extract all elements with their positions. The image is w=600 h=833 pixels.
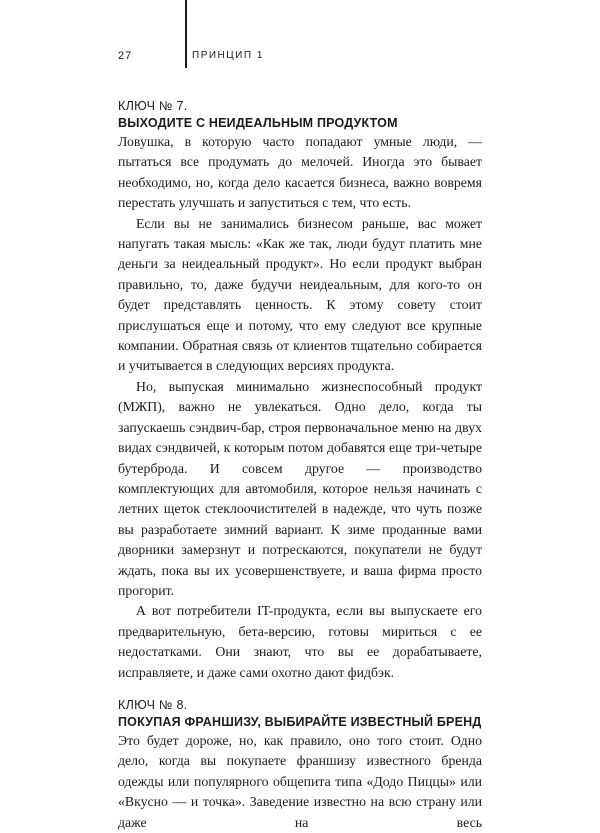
key-section-7 xyxy=(118,98,482,683)
key-label: КЛЮЧ № 7. xyxy=(118,99,188,113)
running-title: ПРИНЦИП 1 xyxy=(192,50,264,61)
page-number: 27 xyxy=(118,50,133,62)
paragraph: Если вы не занимались бизнесом раньше, вас может напугать такая мысль: «Как же так, люди будут платить мне деньги за неидеальный продукт». Но если продукт выбран правильно, то, даже будучи неидеальным, для кого-то он будет представлять ценность. К этому совету стоит прислушаться еще и потому, что ему следуют все крупные компании. Обратная связь от клиентов тщательно собирается и учитывается в следующих версиях продукта. xyxy=(118,215,482,374)
key-section-8 xyxy=(118,697,482,833)
page-body xyxy=(118,98,482,833)
page-header xyxy=(118,50,498,66)
paragraph: Ловушка, в которую часто попадают умные люди, — пытаться все продумать до мелочей. Иногда это бывает необходимо, но, когда дело касается бизнеса, важно вовремя перестать улучшать и запуститься с тем, что есть. xyxy=(118,134,482,211)
key-label: КЛЮЧ № 8. xyxy=(118,697,188,712)
key-heading: ВЫХОДИТЕ С НЕИДЕАЛЬНЫМ ПРОДУКТОМ xyxy=(118,116,398,130)
paragraph: Но, выпуская минимально жизнеспособный продукт (МЖП), важно не увлекаться. Одно дело, когда ты запускаешь сэндвич-бар, строя первоначальное меню на двух видах сэндвичей, к которым потом добавятся еще три-четыре бутерброда. И совсем другое — производство комплектующих для автомобиля, которое нельзя начинать с летних щеток стеклоочистителей в надежде, что чуть позже вы разработаете зимний вариант. К зиме проданные вами дворники замерзнут и потрескаются, покупатели не будут ждать, пока вы их усовершенствуете, и ваша фирма просто прогорит. xyxy=(118,378,482,598)
paragraph: Это будет дороже, но, как правило, оно того стоит. Одно дело, когда вы покупаете франшизу известного бренда одежды или популярного общепита типа «Додо Пиццы» или «Вкусно — и точка». Заведение известно на всю страну или даже на весь xyxy=(118,732,482,830)
paragraph: А вот потребители IT-продукта, если вы выпускаете его предварительную, бета-версию, готовы мириться с ее недостатками. Они знают, что вы ее дорабатываете, исправляете, и даже сами охотно дают фидбэк. xyxy=(118,603,482,680)
key-heading: ПОКУПАЯ ФРАНШИЗУ, ВЫБИРАЙТЕ ИЗВЕСТНЫЙ БРЕНД xyxy=(118,714,482,729)
